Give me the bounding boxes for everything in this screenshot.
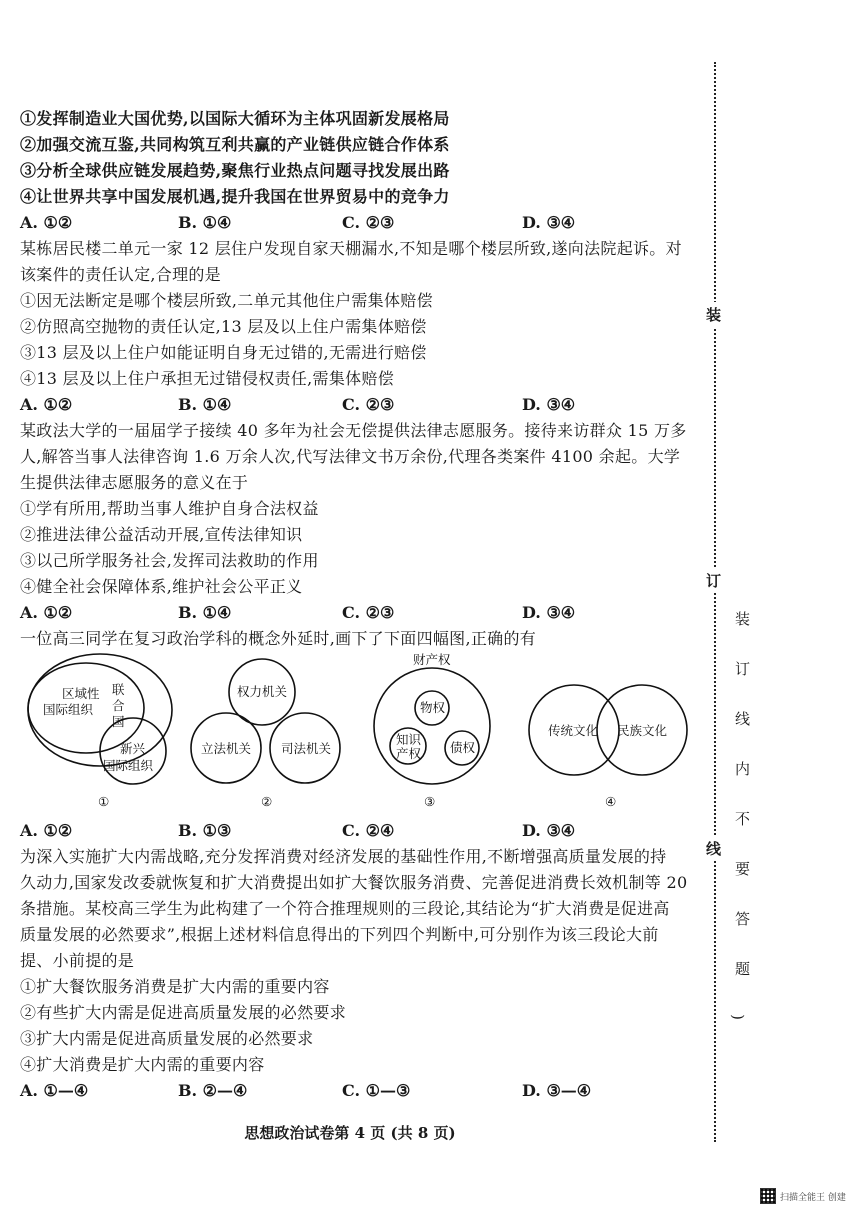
label-traditional-culture: 传统文化 (548, 723, 599, 738)
qr-code-icon (760, 1188, 776, 1204)
diagram-4-number: ④ (605, 794, 617, 809)
label-un-3: 国 (112, 714, 125, 729)
page-footer: 思想政治试卷第 4 页 (共 8 页) (244, 1124, 456, 1142)
label-ip-2: 产权 (396, 746, 422, 761)
option-b: B. ②—④ (178, 1081, 248, 1100)
stem-line: 条措施。某校高三学生为此构建了一个符合推理规则的三段论,其结论为“扩大消费是促进高 (20, 899, 670, 918)
option-c: C. ②③ (342, 603, 395, 622)
item-line: ③扩大内需是促进高质量发展的必然要求 (20, 1029, 314, 1048)
stem-line: 某栋居民楼二单元一家 12 层住户发现自家天棚漏水,不知是哪个楼层所致,遂向法院起诉。对 (20, 239, 682, 258)
item-line: ③13 层及以上住户如能证明自身无过错的,无需进行赔偿 (20, 343, 427, 362)
option-a: A. ①—④ (20, 1081, 89, 1100)
option-a: A. ①② (20, 395, 73, 414)
label-emerging: 新兴 (120, 741, 146, 756)
label-judicial: 司法机关 (281, 741, 332, 756)
label-regional: 区域性 (62, 686, 100, 701)
watermark-text: 扫描全能王 创建 (780, 1192, 846, 1203)
item-line: ①因无法断定是哪个楼层所致,二单元其他住户需集体赔偿 (20, 291, 433, 310)
option-a: A. ①② (20, 213, 73, 232)
stem-line: 某政法大学的一届届学子接续 40 多年为社会无偿提供法律志愿服务。接待来访群众 15 万多 (20, 421, 687, 440)
option-d: D. ③④ (522, 821, 576, 840)
label-ip-1: 知识 (396, 732, 422, 747)
notice-char: 订 (735, 660, 751, 678)
option-a: A. ①② (20, 603, 73, 622)
label-un-2: 合 (112, 698, 125, 713)
label-real-right: 物权 (420, 700, 446, 715)
option-b: B. ①④ (178, 603, 232, 622)
label-creditor-right: 债权 (450, 740, 476, 755)
item-line: ③以己所学服务社会,发挥司法救助的作用 (20, 551, 319, 570)
diagram-2-number: ② (261, 794, 273, 809)
item-line: ③分析全球供应链发展趋势,聚焦行业热点问题寻找发展出路 (20, 161, 450, 180)
option-d: D. ③—④ (522, 1081, 592, 1100)
option-a: A. ①② (20, 821, 73, 840)
stem-line: 久动力,国家发改委就恢复和扩大消费提出如扩大餐饮服务消费、完善促进消费长效机制等 20 (20, 873, 688, 892)
stem-line: 提、小前提的是 (20, 951, 135, 970)
option-d: D. ③④ (522, 213, 576, 232)
label-property-right: 财产权 (413, 652, 451, 667)
notice-char: 题 (735, 960, 751, 978)
option-b: B. ①④ (178, 213, 232, 232)
diagram-3-number: ③ (424, 794, 436, 809)
option-c: C. ②③ (342, 213, 395, 232)
diagram-1-number: ① (98, 794, 110, 809)
option-c: C. ②③ (342, 395, 395, 414)
stem-line: 为深入实施扩大内需战略,充分发挥消费对经济发展的基础性作用,不断增强高质量发展的持 (20, 847, 667, 866)
item-line: ④让世界共享中国发展机遇,提升我国在世界贸易中的竞争力 (20, 187, 450, 206)
notice-char: 要 (735, 860, 751, 878)
option-b: B. ①④ (178, 395, 232, 414)
concept-diagrams-figure (0, 650, 700, 820)
stem-line: 生提供法律志愿服务的意义在于 (20, 473, 249, 492)
item-line: ②加强交流互鉴,共同构筑互利共赢的产业链供应链合作体系 (20, 135, 450, 154)
option-d: D. ③④ (522, 603, 576, 622)
item-line: ①学有所用,帮助当事人维护自身合法权益 (20, 499, 319, 518)
diagram-1 (28, 654, 172, 809)
notice-char: 答 (735, 910, 751, 928)
stem-line: 一位高三同学在复习政治学科的概念外延时,画下了下面四幅图,正确的有 (20, 629, 537, 648)
circle-property-right (374, 668, 490, 784)
item-line: ②推进法律公益活动开展,宣传法律知识 (20, 525, 303, 544)
binding-dotted-line (714, 62, 716, 1142)
binding-mark-ding: 订 (706, 568, 721, 593)
label-un-1: 联 (112, 682, 125, 697)
diagram-4 (529, 685, 687, 809)
diagram-2 (191, 659, 340, 809)
item-line: ④13 层及以上住户承担无过错侵权责任,需集体赔偿 (20, 369, 395, 388)
item-line: ②有些扩大内需是促进高质量发展的必然要求 (20, 1003, 347, 1022)
notice-char: 线 (735, 710, 751, 728)
option-c: C. ①—③ (342, 1081, 411, 1100)
notice-char: 内 (735, 760, 751, 778)
notice-char: 不 (735, 810, 751, 828)
scanner-watermark (760, 1188, 846, 1204)
label-power-organ: 权力机关 (237, 684, 288, 699)
label-ethnic-culture: 民族文化 (617, 723, 668, 738)
diagram-3 (374, 652, 490, 809)
option-d: D. ③④ (522, 395, 576, 414)
item-line: ④健全社会保障体系,维护社会公平正义 (20, 577, 303, 596)
notice-char: 装 (735, 610, 751, 628)
stem-line: 该案件的责任认定,合理的是 (20, 265, 221, 284)
stem-line: 质量发展的必然要求”,根据上述材料信息得出的下列四个判断中,可分别作为该三段论大前 (20, 925, 659, 944)
item-line: ②仿照高空抛物的责任认定,13 层及以上住户需集体赔偿 (20, 317, 427, 336)
item-line: ①扩大餐饮服务消费是扩大内需的重要内容 (20, 977, 330, 996)
label-emerging-org: 国际组织 (103, 758, 154, 773)
binding-mark-zhuang: 装 (706, 302, 721, 327)
item-line: ①发挥制造业大国优势,以国际大循环为主体巩固新发展格局 (20, 109, 450, 128)
option-b: B. ①③ (178, 821, 232, 840)
binding-mark-xian: 线 (706, 836, 721, 861)
label-intl-org: 国际组织 (43, 702, 94, 717)
option-c: C. ②④ (342, 821, 395, 840)
label-legislative: 立法机关 (201, 741, 252, 756)
item-line: ④扩大消费是扩大内需的重要内容 (20, 1055, 265, 1074)
stem-line: 人,解答当事人法律咨询 1.6 万余人次,代写法律文书万余份,代理各类案件 4100 余起。大学 (20, 447, 681, 466)
notice-char: ) (728, 1014, 747, 1020)
